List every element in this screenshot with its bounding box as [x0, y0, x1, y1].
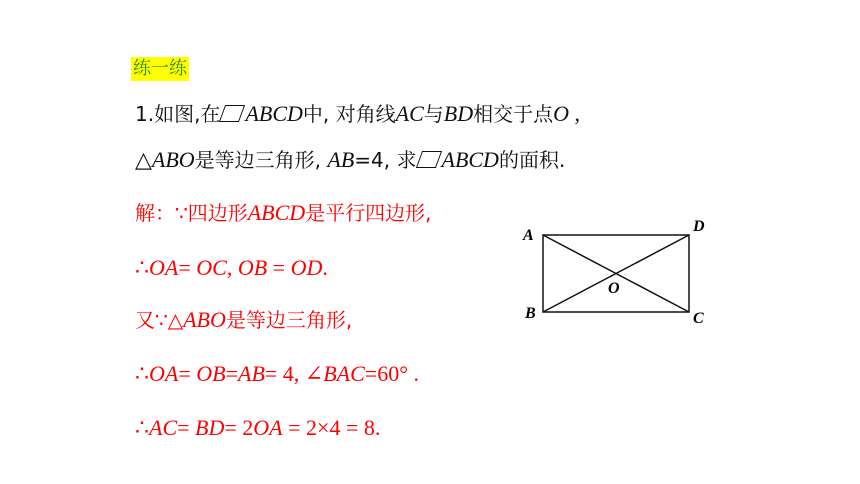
text: ABCD — [247, 200, 306, 225]
center-label-o: O — [608, 280, 620, 297]
text: ABCD — [441, 147, 499, 172]
text: AC — [395, 101, 424, 126]
text: = — [178, 361, 197, 386]
text: = — [267, 255, 291, 280]
text: 的面积. — [498, 148, 566, 172]
text: AB — [238, 361, 265, 386]
text: ∴ — [135, 415, 149, 440]
text: ∴ — [135, 361, 149, 386]
text: ABO — [151, 147, 195, 172]
solution-line-2 — [135, 254, 328, 282]
text: OB — [196, 361, 226, 386]
solution-line-3 — [135, 306, 352, 334]
solution-line-5 — [135, 414, 380, 442]
text: =4, 求 — [354, 148, 417, 172]
text: 是等边三角形, — [225, 308, 353, 332]
text: = — [177, 415, 196, 440]
text: ∴ — [135, 255, 149, 280]
text: 是平行四边形, — [305, 201, 432, 225]
text: 1.如图,在 — [135, 102, 221, 126]
text: ABCD — [245, 101, 303, 126]
text: BD — [443, 101, 474, 126]
vertex-label-c: C — [693, 310, 704, 327]
text: 是等边三角形, — [194, 148, 328, 172]
vertex-label-d: D — [693, 218, 705, 235]
text: 又∵△ — [135, 308, 184, 332]
text: OA — [253, 415, 283, 440]
text: O — [553, 101, 569, 126]
text: OD — [290, 255, 323, 280]
solution-line-1 — [135, 199, 432, 227]
problem-line-2 — [135, 146, 565, 174]
solution-line-4 — [135, 360, 419, 388]
problem-line-1 — [135, 100, 580, 128]
text: =60° . — [364, 361, 420, 386]
text: OC — [196, 255, 227, 280]
text: OA — [149, 361, 179, 386]
vertex-label-a: A — [523, 227, 534, 244]
text: = — [178, 255, 197, 280]
text: = 4, ∠ — [264, 361, 324, 386]
text: BAC — [323, 361, 365, 386]
vertex-label-b: B — [525, 305, 536, 322]
text: 中, 对角线 — [302, 102, 396, 126]
text: AC — [149, 415, 178, 440]
text: = 2×4 = 8. — [282, 415, 381, 440]
text: , — [568, 101, 580, 126]
text: OA — [149, 255, 179, 280]
text: 解：∵四边形 — [135, 201, 248, 225]
text: BD — [195, 415, 225, 440]
text: = 2 — [224, 415, 254, 440]
exercise-heading: 练一练 — [133, 58, 187, 79]
text: OB — [237, 255, 268, 280]
text: 相交于点 — [473, 102, 554, 126]
text: AB — [327, 147, 355, 172]
parallelogram-icon — [219, 105, 245, 122]
text: , — [226, 255, 238, 280]
text: . — [322, 255, 328, 280]
text: △ — [135, 147, 152, 172]
parallelogram-icon — [415, 151, 441, 168]
text: ABO — [183, 307, 226, 332]
text: 与 — [423, 102, 444, 126]
rectangle-diagram — [515, 210, 715, 330]
text: = — [225, 361, 238, 386]
